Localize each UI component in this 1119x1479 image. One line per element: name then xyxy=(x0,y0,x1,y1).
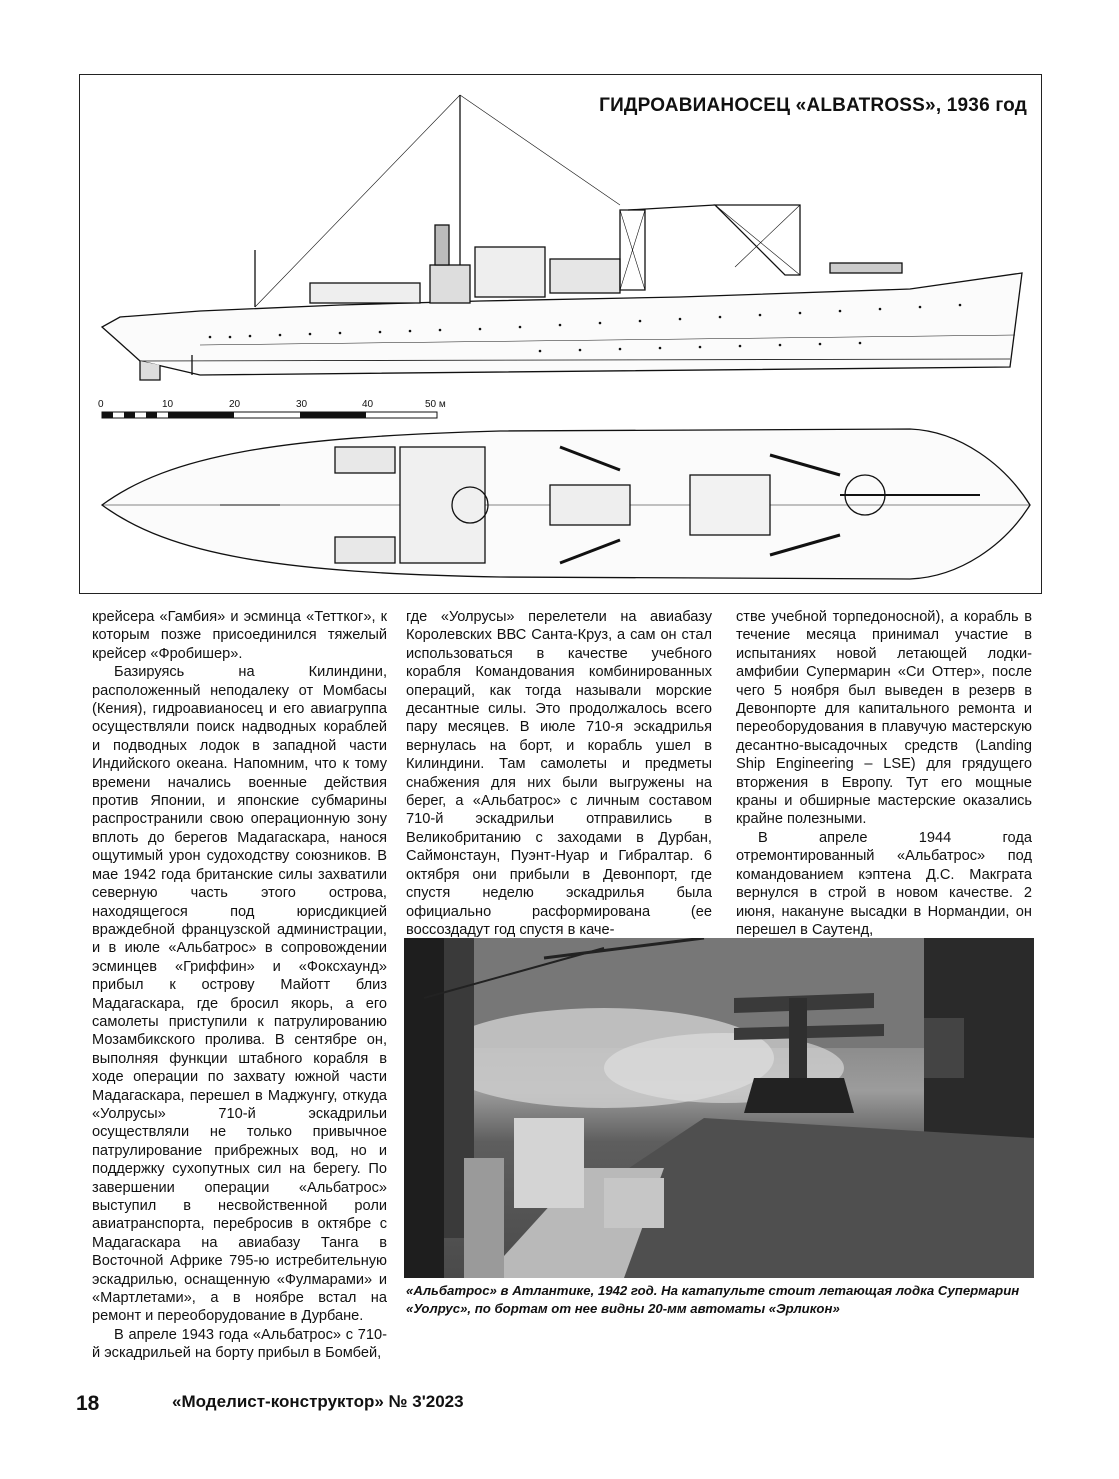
scale-label: 40 xyxy=(362,399,374,410)
text-column-3 xyxy=(736,608,1032,939)
scale-label: 30 xyxy=(296,399,308,410)
ship-plan-view xyxy=(102,429,1030,579)
journal-title: «Моделист-конструктор» № 3'2023 xyxy=(172,1392,464,1411)
ship-deck-photo xyxy=(404,938,1034,1278)
paragraph: крейсера «Гамбия» и эсминца «Теттког», к которым позже присоединился тяжелый крейсер «Фробишер». xyxy=(92,609,387,662)
drawing-title: ГИДРОАВИАНОСЕЦ «ALBATROSS», 1936 год xyxy=(599,95,1027,116)
page-number: 18 xyxy=(76,1392,100,1415)
text-column-2 xyxy=(406,608,712,939)
paragraph: стве учебной торпедоносной), а корабль в течение месяца принимал участие в испытаниях новой летающей лодки-амфибии Супермарин «Си Оттер», после чего 5 ноября был выведен в резерв в Девонпорте для капитального ремонта и переоборудования в плавучую мастерскую десантно-высадочных средств (Landing Ship Engineering – LSE) для грядущего вторжения в Европу. Тут его мощные краны и обширные мастерские оказались крайне полезными. xyxy=(736,609,1032,828)
paragraph: В апреле 1943 года «Альбатрос» с 710-й эскадрильей на борту прибыл в Бомбей, xyxy=(92,1326,387,1362)
ship-side-profile xyxy=(102,95,1022,380)
scale-bar xyxy=(98,399,446,418)
scale-label: 20 xyxy=(229,399,241,410)
photo-caption: «Альбатрос» в Атлантике, 1942 год. На катапульте стоит летающая лодка Супермарин «Уолрус», по бортам от нее видны 20-мм автоматы «Эрликон» xyxy=(406,1283,1020,1316)
scale-label: 10 xyxy=(162,399,174,410)
paragraph: В апреле 1944 года отремонтированный «Альбатрос» под командованием кэптена Д.С. Макграта вернулся в строй в новом качестве. 2 июня, накануне высадки в Нормандии, он перешел в Саутенд, xyxy=(736,829,1032,938)
paragraph: где «Уолрусы» перелетели на авиабазу Королевских ВВС Санта-Круз, а сам он стал использоваться в качестве учебного корабля Командования комбинированных операций, как тогда называли морские десантные силы. Это продолжалось всего пару месяцев. В июле 710-я эскадрилья вернулась на борт, и корабль ушел в Килиндини. Там самолеты и предметы снабжения для них были выгружены на берег, а «Альбатрос» с личным составом 710-й эскадрильи отправились в Великобританию с заходами в Дурбан, Саймонстаун, Пуэнт-Нуар и Гибралтар. 6 октября они прибыли в Девонпорт, где спустя неделю эскадрилья была официально расформирована (ее воссоздадут год спустя в каче- xyxy=(406,609,712,938)
scale-label: 0 xyxy=(98,399,104,410)
photo-illustration xyxy=(404,938,1034,1278)
text-column-1 xyxy=(92,608,387,1363)
ship-drawing xyxy=(80,75,1043,595)
scale-label: 50 м xyxy=(425,399,446,410)
ship-drawing-frame xyxy=(79,74,1042,594)
paragraph: Базируясь на Килиндини, расположенный неподалеку от Момбасы (Кения), гидроавианосец и его авиагруппа осуществляли поиск надводных кораблей и подводных лодок в западной части Индийского океана. Напомним, что к тому времени начались военные действия против Японии, и японские субмарины распространили свою операционную зону вплоть до берегов Мадагаскара, нанося ощутимый урон судоходству союзников. В мае 1942 года британские силы захватили северную часть этого острова, находящегося под юрисдикцией враждебной французской администрации, и в июле «Альбатрос» в сопровождении эсминцев «Гриффин» и «Фоксхаунд» прибыл к острову Майотт близ Мадагаскара, где бросил якорь, а его самолеты приступили к патрулированию Мозамбикского пролива. В сентябре он, выполняя функции штабного корабля в ходе операции по захвату южной части Мадагаскара, перешел в Маджунгу, откуда «Уолрусы» 710-й эскадрильи осуществляли не только привычное патрулирование прибрежных вод, но и поддержку сухопутных сил на берегу. По завершении операции «Альбатрос» выступил в несвойственной роли авиатранспорта, перебросив в октябре с Мадагаскара на авиабазу Танга в Восточной Африке 795-ю истребительную эскадрилью, оснащенную «Фулмарами» и «Мартлетами», а в ноябре встал на ремонт и переоборудование в Дурбане. xyxy=(92,664,387,1325)
